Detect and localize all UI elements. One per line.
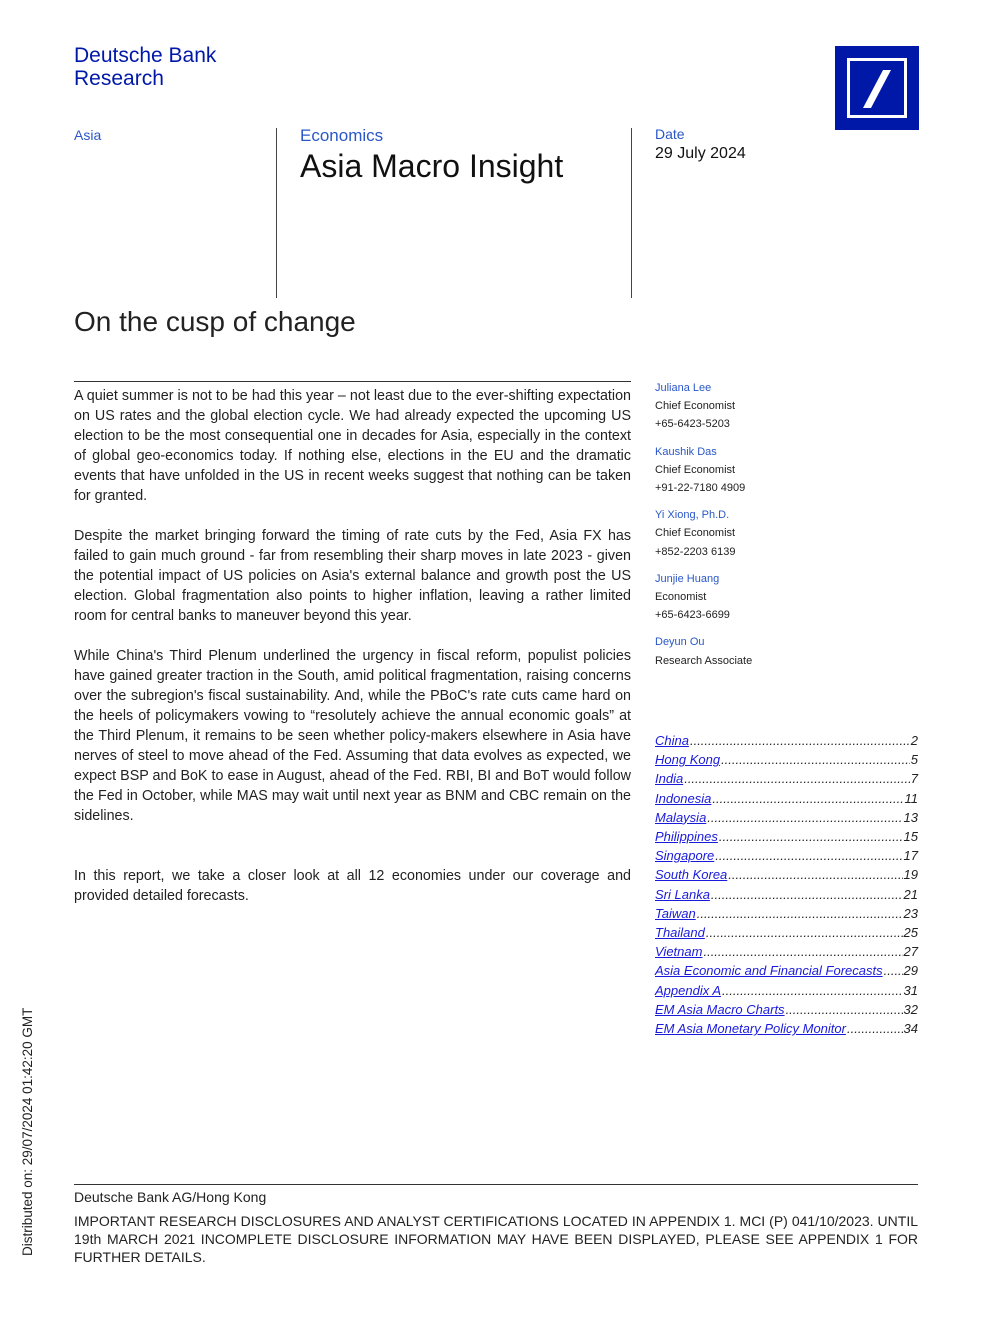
logo-slash-icon	[835, 46, 919, 130]
toc-page: 29	[903, 963, 918, 979]
toc-item[interactable]	[655, 769, 918, 788]
toc-link[interactable]: Asia Economic and Financial Forecasts	[655, 963, 883, 979]
author-role: Chief Economist	[655, 400, 736, 413]
toc-link[interactable]: Thailand	[655, 925, 705, 941]
toc-page: 7	[910, 771, 918, 787]
toc-page: 2	[910, 733, 918, 748]
author-role: Economist	[655, 591, 707, 604]
toc-page: 34	[903, 1021, 918, 1037]
author	[655, 570, 925, 625]
author-role: Research Associate	[655, 654, 753, 667]
footer-rule	[74, 1184, 918, 1185]
toc-page: 21	[903, 886, 918, 902]
toc-page: 17	[903, 848, 918, 864]
header-divider-right	[631, 128, 632, 298]
toc-link[interactable]: Taiwan	[655, 905, 696, 921]
toc-page: 15	[903, 829, 918, 845]
toc-link[interactable]: Singapore	[655, 848, 715, 864]
author-phone: +91-22-7180 4909	[655, 482, 746, 495]
toc-link[interactable]: Indonesia	[655, 790, 712, 806]
toc-page: 13	[903, 809, 918, 825]
toc-page: 23	[903, 905, 918, 921]
report-title: Asia Macro Insight	[300, 148, 564, 184]
author-name[interactable]: Junjie Huang	[655, 572, 720, 585]
toc-page: 11	[904, 790, 918, 806]
distribution-stamp: Distributed on: 29/07/2024 01:42:20 GMT	[20, 1007, 35, 1256]
paragraph: In this report, we take a closer look at all 12 economies under our coverage and provided detailed forecasts.	[74, 868, 631, 904]
toc-page: 5	[910, 752, 918, 768]
author-name[interactable]: Yi Xiong, Ph.D.	[655, 509, 730, 522]
author-role: Chief Economist	[655, 463, 736, 476]
paragraph: A quiet summer is not to be had this year – not least due to the ever-shifting expectation on US rates and the global election cycle. We had already expected the upcoming US election to be the most consequential one in decades for Asia, especially in the context of global geo-economics today. If nothing else, elections in the EU and the dramatic events that have unfolded in the US in recent weeks suggest that nothing can be taken for granted.	[74, 388, 631, 504]
toc-item[interactable]	[655, 789, 918, 808]
footer-company: Deutsche Bank AG/Hong Kong	[74, 1189, 267, 1205]
brand-name	[74, 44, 216, 90]
deutsche-bank-logo	[835, 46, 919, 130]
toc-item[interactable]	[655, 942, 918, 961]
header-divider-left	[276, 128, 277, 298]
author	[655, 379, 925, 434]
table-of-contents	[655, 731, 918, 1038]
toc-item[interactable]	[655, 827, 918, 846]
date-value: 29 July 2024	[655, 145, 746, 162]
author-phone: +65-6423-5203	[655, 418, 730, 431]
toc-item[interactable]	[655, 923, 918, 942]
toc-link[interactable]: Philippines	[655, 829, 718, 845]
series-label: Economics	[300, 126, 384, 145]
brand-line-1: Deutsche Bank	[74, 44, 217, 67]
region-label: Asia	[74, 127, 102, 143]
toc-link[interactable]: South Korea	[655, 867, 728, 883]
author-name[interactable]: Deyun Ou	[655, 636, 705, 649]
author	[655, 506, 925, 561]
paragraph: Despite the market bringing forward the timing of rate cuts by the Fed, Asia FX has failed to gain much ground - far from resembling their sharp moves in late 2023 - given the potential impact of US policies on Asia's external balance and growth post the US election. Global fragmentation also points to higher inflation, leaving a rather limited room for central banks to maneuver beyond this year.	[74, 528, 631, 624]
toc-link[interactable]: Malaysia	[655, 809, 707, 825]
author	[655, 633, 925, 669]
toc-link[interactable]: EM Asia Macro Charts	[655, 1001, 785, 1017]
paragraph: While China's Third Plenum underlined the urgency in fiscal reform, populist policies have gained greater traction in the South, amid political fragmentation, raising concerns over the subregion's fiscal sustainability. And, while the PBoC's rate cuts came hard on the heels of policymakers vowing to “resolutely achieve the annual economic goals” at the Third Plenum, it remains to be seen whether policy-makers elsewhere in Asia have nerves of steel to move ahead of the Fed. Assuming that data evolves as expected, we expect BSP and BoK to ease in August, ahead of the Fed. RBI, BI and BoT would follow the Fed in October, while MAS may wait until next year as BNM and CBC remain on the sidelines.	[74, 648, 631, 824]
toc-page: 25	[903, 925, 918, 941]
toc-item[interactable]	[655, 731, 918, 750]
toc-item[interactable]	[655, 1000, 918, 1019]
toc-item[interactable]	[655, 1019, 918, 1038]
toc-page: 32	[903, 1001, 918, 1017]
brand-line-2: Research	[74, 67, 164, 90]
toc-link[interactable]: India	[655, 771, 684, 787]
footer-disclosure: IMPORTANT RESEARCH DISCLOSURES AND ANALYST CERTIFICATIONS LOCATED IN APPENDIX 1. MCI (P) 041/10/2023. UNTIL 19th MARCH 2021 INCOMPLETE DISCLOSURE INFORMATION MAY HAVE BEEN DISPLAYED, PLEASE SEE APPENDIX 1 FOR FURTHER DETAILS.	[74, 1213, 918, 1265]
toc-link[interactable]: China	[655, 733, 689, 748]
toc-item[interactable]	[655, 865, 918, 884]
toc-item[interactable]	[655, 750, 918, 769]
author-role: Chief Economist	[655, 527, 736, 540]
author-list	[655, 379, 925, 679]
toc-item[interactable]	[655, 961, 918, 980]
date-label: Date	[655, 126, 685, 142]
toc-link[interactable]: Hong Kong	[655, 752, 721, 768]
toc-item[interactable]	[655, 981, 918, 1000]
body-text	[74, 386, 631, 926]
author-name[interactable]: Kaushik Das	[655, 445, 717, 458]
toc-link[interactable]: Appendix A	[655, 982, 722, 998]
toc-page: 27	[903, 944, 918, 960]
toc-page: 19	[903, 867, 918, 883]
toc-item[interactable]	[655, 885, 918, 904]
toc-item[interactable]	[655, 846, 918, 865]
toc-item[interactable]	[655, 904, 918, 923]
author	[655, 443, 925, 498]
toc-page: 31	[903, 982, 918, 998]
author-phone: +65-6423-6699	[655, 609, 730, 622]
headline: On the cusp of change	[74, 306, 356, 337]
toc-link[interactable]: EM Asia Monetary Policy Monitor	[655, 1021, 846, 1037]
toc-link[interactable]: Sri Lanka	[655, 886, 710, 902]
author-phone: +852-2203 6139	[655, 545, 736, 558]
toc-item[interactable]	[655, 808, 918, 827]
author-name[interactable]: Juliana Lee	[655, 382, 712, 394]
headline-rule	[74, 381, 631, 382]
toc-link[interactable]: Vietnam	[655, 944, 703, 960]
